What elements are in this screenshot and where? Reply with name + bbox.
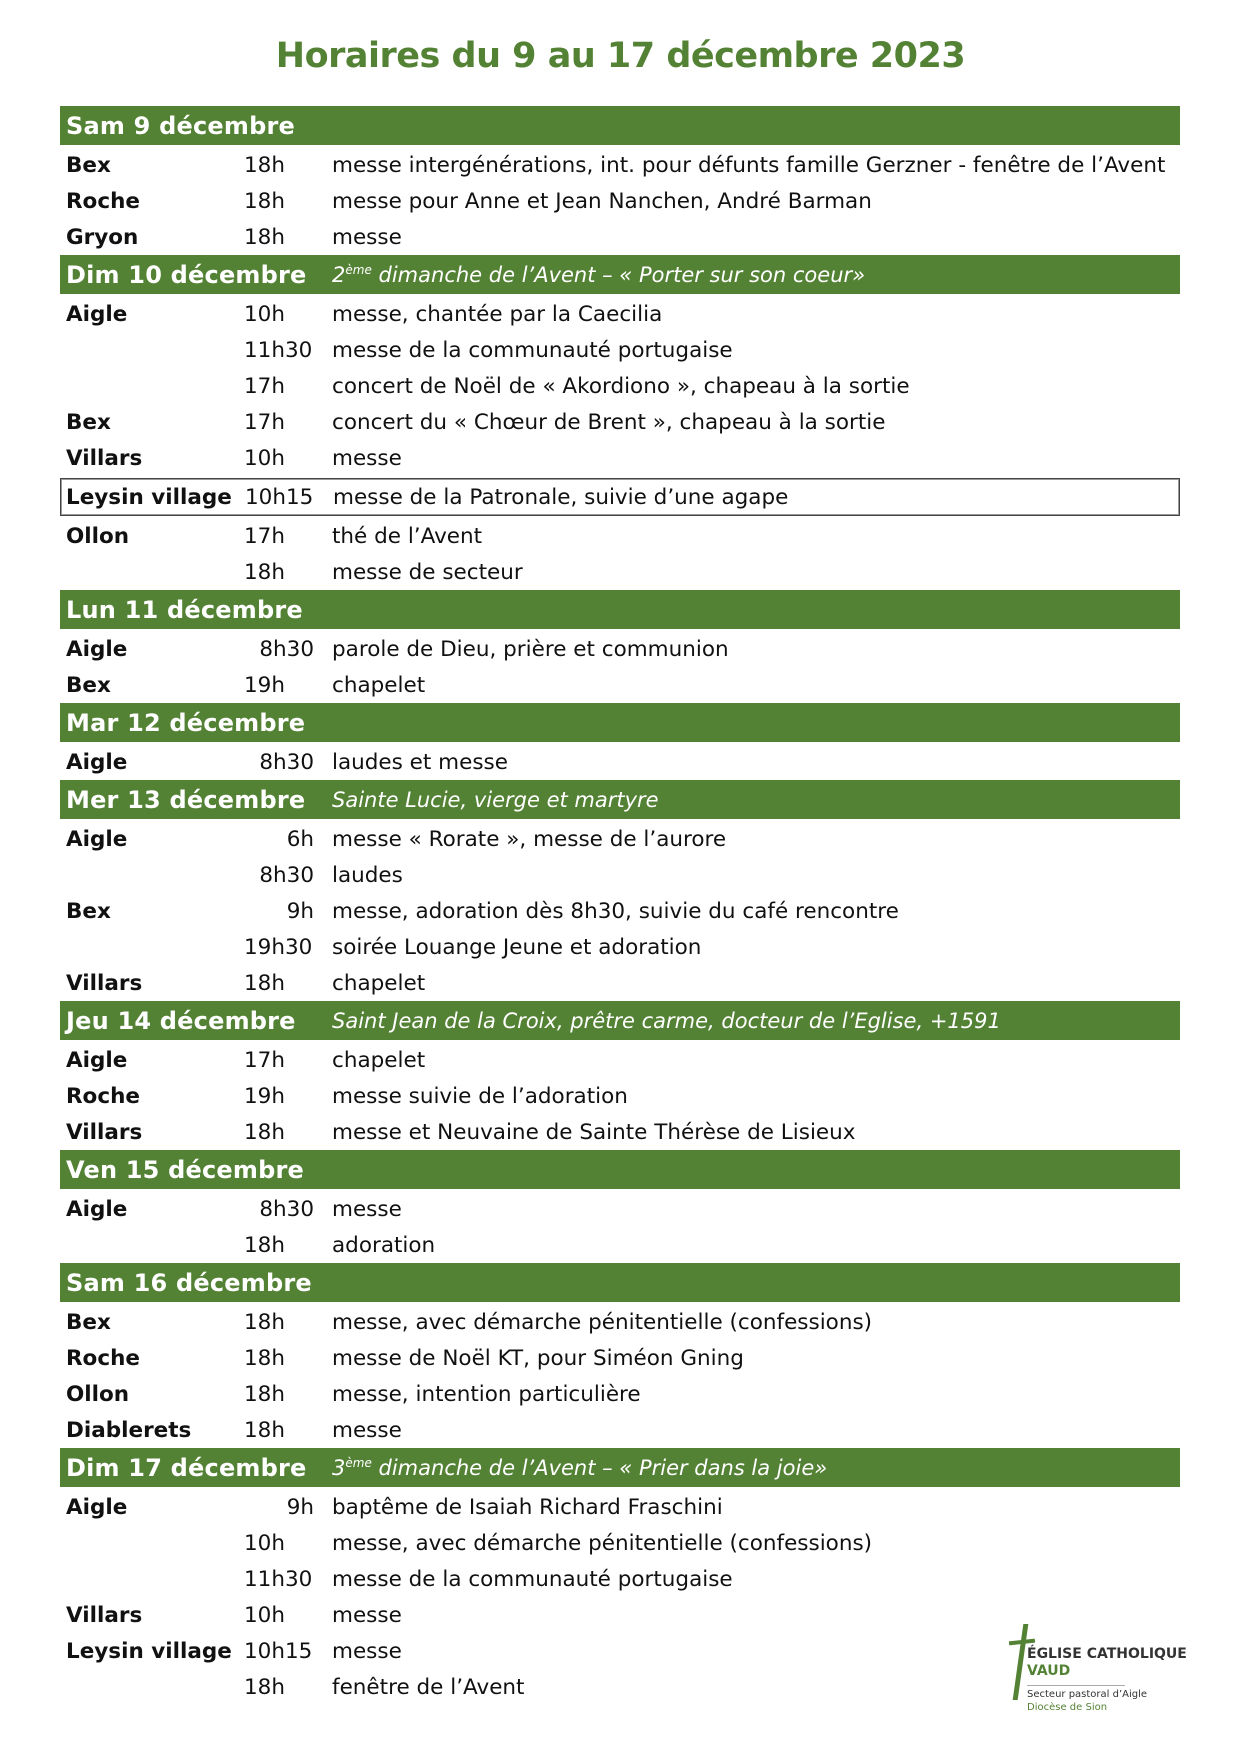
row-place: Aigle <box>66 1494 128 1520</box>
row-time: 9h <box>286 898 314 924</box>
cross-icon <box>1013 1624 1029 1700</box>
row-description: messe <box>332 1602 402 1628</box>
row-description: concert de Noël de « Akordiono », chapeau à la sortie <box>332 373 910 399</box>
row-time: 17h <box>244 523 285 549</box>
row-time: 10h <box>244 1602 285 1628</box>
page-title: Horaires du 9 au 17 décembre 2023 <box>275 36 966 76</box>
row-place: Villars <box>66 1602 143 1628</box>
row-description: laudes et messe <box>332 749 508 775</box>
row-time: 17h <box>244 1047 285 1073</box>
schedule-row <box>60 440 1180 476</box>
row-place: Diablerets <box>66 1417 192 1443</box>
row-time: 6h <box>286 826 314 852</box>
row-place: Aigle <box>66 636 128 662</box>
schedule-row <box>60 1489 1180 1525</box>
highlighted-schedule-row <box>60 478 1180 516</box>
row-place: Ollon <box>66 1381 130 1407</box>
day-note-rest: dimanche de l’Avent – « Prier dans la joie» <box>371 1455 828 1480</box>
row-time: 8h30 <box>259 862 314 888</box>
row-time: 19h <box>244 1083 285 1109</box>
row-time: 18h <box>244 1345 285 1371</box>
row-description: chapelet <box>332 970 426 996</box>
row-description: thé de l’Avent <box>332 523 483 549</box>
row-time: 18h <box>244 1309 285 1335</box>
row-description: fenêtre de l’Avent <box>332 1674 525 1700</box>
day-name: Sam 9 décembre <box>66 111 295 140</box>
row-description: messe « Rorate », messe de l’aurore <box>332 826 727 852</box>
schedule-row <box>60 667 1180 703</box>
row-time: 10h <box>244 445 285 471</box>
row-description: messe <box>332 1196 402 1222</box>
schedule-row <box>60 631 1180 667</box>
row-place: Villars <box>66 1119 143 1145</box>
schedule-row <box>60 1561 1180 1597</box>
row-description: messe, avec démarche pénitentielle (confessions) <box>332 1309 873 1335</box>
row-time: 17h <box>244 409 285 435</box>
day-name: Dim 17 décembre <box>66 1453 307 1482</box>
schedule-row <box>60 929 1180 965</box>
row-place: Bex <box>66 672 111 698</box>
row-description: soirée Louange Jeune et adoration <box>332 934 702 960</box>
row-time: 18h <box>244 1119 285 1145</box>
row-time: 10h15 <box>245 484 314 510</box>
schedule-row <box>60 1078 1180 1114</box>
day-name: Sam 16 décembre <box>66 1268 312 1297</box>
row-description: messe de la communauté portugaise <box>332 337 733 363</box>
day-header <box>60 703 1180 742</box>
row-place: Bex <box>66 152 111 178</box>
day-note-superscript: ème <box>345 1455 372 1470</box>
row-description: messe <box>332 224 402 250</box>
day-name: Lun 11 décembre <box>66 595 303 624</box>
row-time: 18h <box>244 188 285 214</box>
schedule-row <box>60 1114 1180 1150</box>
row-time: 8h30 <box>259 1196 314 1222</box>
row-description: chapelet <box>332 672 426 698</box>
row-description: laudes <box>332 862 403 888</box>
row-place: Aigle <box>66 826 128 852</box>
day-name: Dim 10 décembre <box>66 260 307 289</box>
row-place: Roche <box>66 1345 140 1371</box>
row-place: Bex <box>66 409 111 435</box>
row-time: 18h <box>244 1674 285 1700</box>
row-time: 17h <box>244 373 285 399</box>
row-time: 10h <box>244 301 285 327</box>
day-note-text: Saint Jean de la Croix, prêtre carme, docteur de l’Eglise, +1591 <box>332 1008 1001 1033</box>
day-liturgical-note <box>332 788 659 812</box>
schedule-row <box>60 554 1180 590</box>
row-description: messe, adoration dès 8h30, suivie du café rencontre <box>332 898 899 924</box>
row-description: messe de la Patronale, suivie d’une agape <box>333 484 789 510</box>
day-note-superscript: ème <box>345 262 372 277</box>
row-description: messe, intention particulière <box>332 1381 641 1407</box>
day-header <box>60 1448 1180 1487</box>
row-time: 8h30 <box>259 636 314 662</box>
schedule-row <box>60 1376 1180 1412</box>
day-note-rest: dimanche de l’Avent – « Porter sur son coeur» <box>371 262 866 287</box>
row-description: messe <box>332 445 402 471</box>
row-place: Aigle <box>66 749 128 775</box>
row-description: adoration <box>332 1232 436 1258</box>
row-description: messe suivie de l’adoration <box>332 1083 628 1109</box>
logo-line-4: Diocèse de Sion <box>1027 1702 1108 1713</box>
day-header <box>60 106 1180 145</box>
schedule-row <box>60 368 1180 404</box>
row-time: 11h30 <box>244 337 313 363</box>
row-time: 18h <box>244 1381 285 1407</box>
day-header <box>60 1150 1180 1189</box>
schedule-row <box>60 857 1180 893</box>
schedule-row <box>60 1227 1180 1263</box>
row-description: messe intergénérations, int. pour défunts famille Gerzner - fenêtre de l’Avent <box>332 152 1166 178</box>
logo-divider <box>1027 1685 1125 1686</box>
schedule-row <box>60 965 1180 1001</box>
row-time: 9h <box>286 1494 314 1520</box>
schedule-row <box>60 404 1180 440</box>
schedule-row <box>60 518 1180 554</box>
row-place: Ollon <box>66 523 130 549</box>
row-description: messe <box>332 1638 402 1664</box>
row-description: messe, avec démarche pénitentielle (confessions) <box>332 1530 873 1556</box>
schedule-row <box>60 893 1180 929</box>
row-description: chapelet <box>332 1047 426 1073</box>
schedule-row <box>60 744 1180 780</box>
row-description: parole de Dieu, prière et communion <box>332 636 729 662</box>
row-place: Aigle <box>66 301 128 327</box>
day-liturgical-note <box>332 1456 827 1480</box>
day-note-text: 2 <box>332 262 346 287</box>
schedule-row <box>60 332 1180 368</box>
schedule-row <box>60 821 1180 857</box>
row-description: messe de la communauté portugaise <box>332 1566 733 1592</box>
schedule-row <box>60 1304 1180 1340</box>
schedule-row <box>60 183 1180 219</box>
row-place: Gryon <box>66 224 139 250</box>
schedule-row <box>60 296 1180 332</box>
schedule-row <box>60 1042 1180 1078</box>
row-place: Roche <box>66 188 140 214</box>
day-note-text: 3 <box>332 1455 346 1480</box>
schedule-row <box>60 1412 1180 1448</box>
row-place: Roche <box>66 1083 140 1109</box>
row-place: Aigle <box>66 1196 128 1222</box>
row-description: messe pour Anne et Jean Nanchen, André Barman <box>332 188 872 214</box>
schedule-row <box>60 1525 1180 1561</box>
row-description: baptême de Isaiah Richard Fraschini <box>332 1494 723 1520</box>
day-name: Ven 15 décembre <box>66 1155 304 1184</box>
row-time: 10h15 <box>244 1638 313 1664</box>
row-time: 11h30 <box>244 1566 313 1592</box>
row-place: Villars <box>66 445 143 471</box>
row-time: 19h <box>244 672 285 698</box>
row-time: 18h <box>244 152 285 178</box>
schedule-row <box>60 147 1180 183</box>
row-time: 18h <box>244 224 285 250</box>
logo-line-2: VAUD <box>1027 1663 1071 1679</box>
row-time: 18h <box>244 1417 285 1443</box>
day-liturgical-note <box>332 263 865 287</box>
row-time: 8h30 <box>259 749 314 775</box>
row-description: messe et Neuvaine de Sainte Thérèse de Lisieux <box>332 1119 856 1145</box>
row-description: messe, chantée par la Caecilia <box>332 301 663 327</box>
schedule-row <box>60 219 1180 255</box>
day-liturgical-note <box>332 1009 1001 1033</box>
row-place: Bex <box>66 1309 111 1335</box>
row-description: messe de secteur <box>332 559 523 585</box>
day-header <box>60 1263 1180 1302</box>
row-place: Villars <box>66 970 143 996</box>
day-name: Mer 13 décembre <box>66 785 306 814</box>
row-time: 18h <box>244 970 285 996</box>
row-description: messe de Noël KT, pour Siméon Gning <box>332 1345 744 1371</box>
schedule-row <box>60 1191 1180 1227</box>
logo-line-3: Secteur pastoral d’Aigle <box>1027 1689 1148 1700</box>
day-header <box>60 590 1180 629</box>
row-place: Bex <box>66 898 111 924</box>
logo-line-1: ÉGLISE CATHOLIQUE <box>1027 1646 1187 1662</box>
day-header <box>60 780 1180 819</box>
day-note-text: Sainte Lucie, vierge et martyre <box>332 787 659 812</box>
row-time: 10h <box>244 1530 285 1556</box>
row-time: 18h <box>244 1232 285 1258</box>
row-description: concert du « Chœur de Brent », chapeau à la sortie <box>332 409 886 435</box>
row-time: 19h30 <box>244 934 313 960</box>
row-place: Leysin village <box>66 1638 232 1664</box>
day-name: Mar 12 décembre <box>66 708 306 737</box>
schedule-row <box>60 1340 1180 1376</box>
day-header <box>60 1001 1180 1040</box>
schedule-table <box>60 106 1180 1705</box>
row-time: 18h <box>244 559 285 585</box>
church-logo <box>1005 1622 1185 1732</box>
day-header <box>60 255 1180 294</box>
row-description: messe <box>332 1417 402 1443</box>
row-place: Aigle <box>66 1047 128 1073</box>
day-name: Jeu 14 décembre <box>66 1006 296 1035</box>
row-place: Leysin village <box>66 484 232 510</box>
